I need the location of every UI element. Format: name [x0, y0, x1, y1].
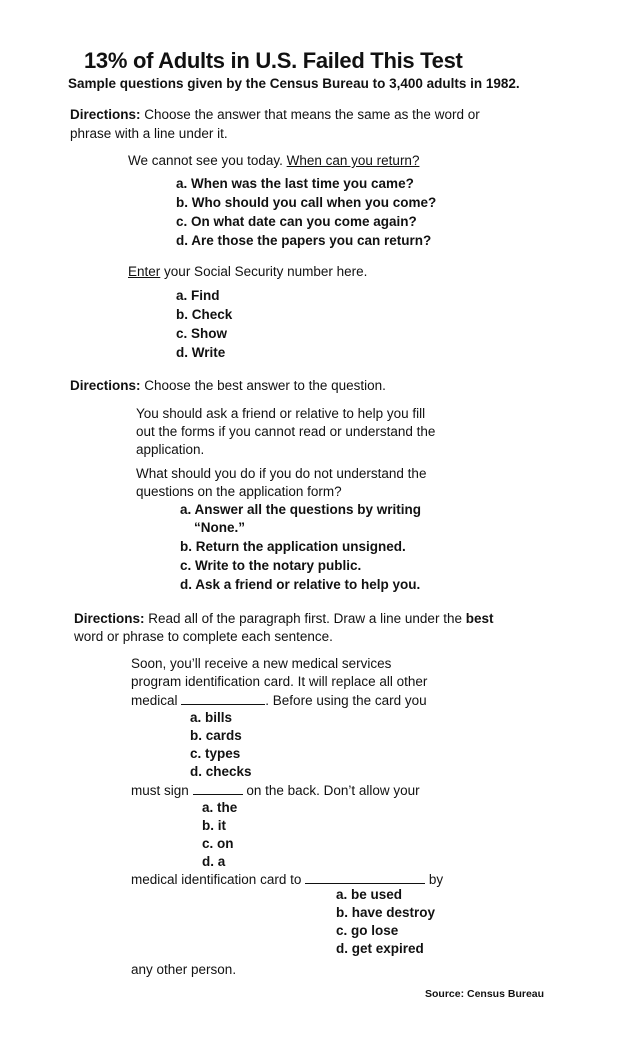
question2-prompt [128, 264, 367, 279]
paragraph-line-3-start: medical [131, 693, 178, 708]
paragraph-line-4-start: must sign [131, 783, 189, 798]
blank1-option-a: a. bills [190, 710, 233, 725]
question1-option-a: a. When was the last time you came? [176, 176, 414, 191]
passage-line-1: You should ask a friend or relative to help you fill [136, 406, 426, 421]
blank1-option-c: c. types [190, 746, 241, 761]
question1-prompt [128, 153, 419, 168]
section3-directions-line2: word or phrase to complete each sentence. [74, 629, 333, 644]
question2-prompt-text: your Social Security number here. [164, 264, 368, 279]
question2-underlined-word: Enter [128, 264, 161, 279]
section1-directions-line1 [70, 107, 480, 122]
blank3-option-c: c. go lose [336, 923, 399, 938]
passage-line-3: application. [136, 442, 205, 457]
question3-option-c: c. Write to the notary public. [180, 558, 362, 573]
directions-label: Directions: [70, 107, 141, 122]
section3-directions-line1 [74, 611, 494, 626]
page-title: 13% of Adults in U.S. Failed This Test [84, 48, 463, 73]
paragraph-line-6: any other person. [131, 962, 237, 977]
question3-line-2: questions on the application form? [136, 484, 342, 499]
question2-option-b: b. Check [176, 307, 233, 322]
passage-line-2: out the forms if you cannot read or understand the [136, 424, 436, 439]
paragraph-line-5 [131, 871, 443, 887]
question1-prompt-text: We cannot see you today. [128, 153, 283, 168]
section2-directions [70, 378, 386, 393]
answer-blank-1 [181, 692, 265, 705]
question1-option-c: c. On what date can you come again? [176, 214, 417, 229]
directions-label: Directions: [74, 611, 145, 626]
question2-option-c: c. Show [176, 326, 228, 341]
paragraph-line-3 [131, 692, 427, 708]
blank3-option-d: d. get expired [336, 941, 424, 956]
question1-option-d: d. Are those the papers you can return? [176, 233, 432, 248]
subtitle: Sample questions given by the Census Bureau to 3,400 adults in 1982. [68, 76, 520, 91]
section1-directions-line2: phrase with a line under it. [70, 126, 228, 141]
blank1-option-d: d. checks [190, 764, 252, 779]
directions-label: Directions: [70, 378, 141, 393]
paragraph-line-5-end: by [428, 872, 444, 887]
blank3-option-b: b. have destroy [336, 905, 436, 920]
directions-text: Choose the answer that means the same as the word or [144, 107, 480, 122]
blank2-option-c: c. on [202, 836, 234, 851]
blank2-option-b: b. it [202, 818, 226, 833]
blank2-option-d: d. a [202, 854, 226, 869]
source-credit: Source: Census Bureau [425, 988, 545, 1000]
paragraph-line-5-start: medical identification card to [131, 872, 302, 887]
answer-blank-3 [305, 871, 425, 884]
question3-option-a: a. Answer all the questions by writing [180, 502, 422, 517]
paragraph-line-3-end: . Before using the card you [265, 693, 427, 708]
blank3-option-a: a. be used [336, 887, 403, 902]
question3-option-b: b. Return the application unsigned. [180, 539, 406, 554]
paragraph-line-4-end: on the back. Don’t allow your [246, 783, 420, 798]
directions-best-word: best [465, 611, 494, 626]
blank2-option-a: a. the [202, 800, 238, 815]
question3-option-a-cont: “None.” [194, 520, 246, 535]
question2-option-d: d. Write [176, 345, 226, 360]
question2-option-a: a. Find [176, 288, 220, 303]
directions-text: Choose the best answer to the question. [144, 378, 386, 393]
answer-blank-2 [193, 782, 243, 795]
paragraph-line-4 [131, 782, 420, 798]
question1-option-b: b. Who should you call when you come? [176, 195, 437, 210]
question3-line-1: What should you do if you do not understand the [136, 466, 427, 481]
directions-text: Read all of the paragraph first. Draw a line under the [148, 611, 462, 626]
paragraph-line-1: Soon, you’ll receive a new medical services [131, 656, 392, 671]
paragraph-line-2: program identification card. It will replace all other [131, 674, 428, 689]
blank1-option-b: b. cards [190, 728, 242, 743]
question3-option-d: d. Ask a friend or relative to help you. [180, 577, 421, 592]
question1-underlined-phrase: When can you return? [286, 153, 420, 168]
